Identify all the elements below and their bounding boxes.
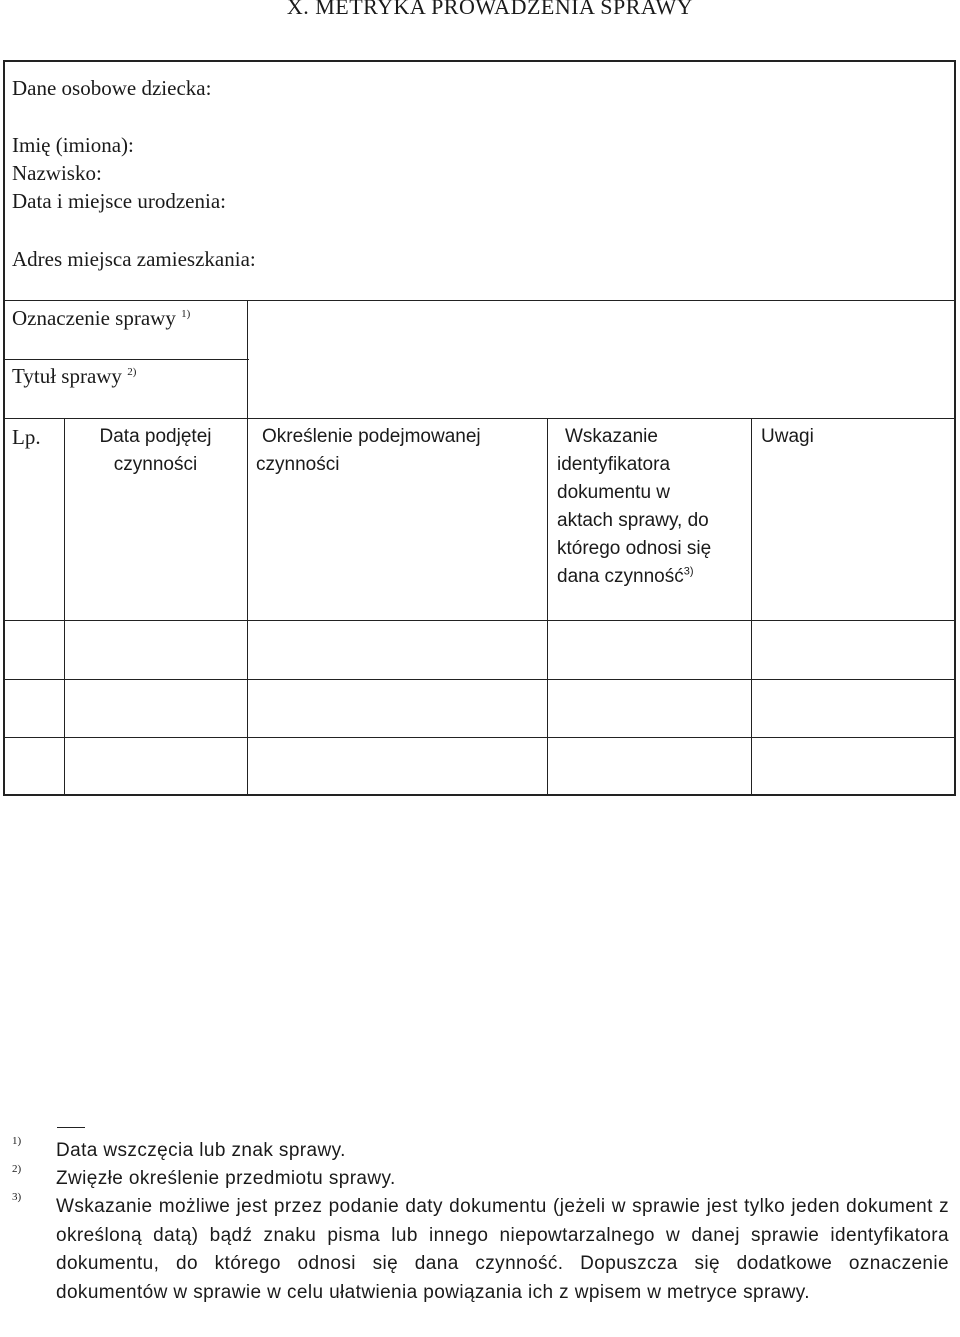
- divider-designation: [3, 300, 956, 301]
- footnote-2: Zwięzłe określenie przedmiotu sprawy.: [56, 1168, 396, 1189]
- personal-heading: Dane osobowe dziecka:: [12, 76, 212, 100]
- table-row[interactable]: [5, 739, 954, 794]
- last-name-label: Nazwisko:: [12, 161, 102, 185]
- divider-row-2: [3, 737, 956, 738]
- birth-label: Data i miejsce urodzenia:: [12, 189, 226, 213]
- col-header-lp: Lp.: [12, 425, 41, 449]
- col-header-notes: Uwagi: [761, 426, 814, 447]
- footnote-ref-2: 2): [127, 366, 137, 378]
- footnote-separator: [57, 1127, 85, 1128]
- divider-case-values: [247, 300, 248, 418]
- table-row[interactable]: [5, 622, 954, 678]
- col-header-identifier: Wskazanie identyfikatora dokumentu w aktach sprawy, do którego odnosi się dana czynność$^{3)}$: [557, 426, 712, 587]
- col-header-date: Data podjętej czynności: [99, 426, 212, 475]
- case-designation-label: Oznaczenie sprawy $^{1)}$: [12, 306, 191, 330]
- divider-table-top: [3, 418, 956, 419]
- footnote-3: Wskazanie możliwe jest przez podanie daty dokumentu (jeżeli w sprawie jest tylko jeden dokument z określoną datą) bądź znaku pisma lub innego niepowtarzalnego w danej sprawie identyfikatora dokumentu, do którego odnosi się dana czynność. Dopuszcza się dodatkowe oznaczenie dokumentów w sprawie w celu ułatwienia powiązania ich z wpisem w metryce sprawy.: [56, 1196, 949, 1303]
- footnote-mark-1: 1): [12, 1135, 22, 1147]
- footnote-ref-1: 1): [181, 308, 191, 320]
- footnote-mark-3: 3): [12, 1191, 22, 1203]
- first-name-label: Imię (imiona):: [12, 133, 134, 157]
- col-header-action: Określenie podejmowanej czynności: [256, 426, 481, 475]
- footnote-ref-3: 3): [683, 565, 694, 578]
- footnote-1: Data wszczęcia lub znak sprawy.: [56, 1140, 346, 1161]
- footnote-mark-2: 2): [12, 1163, 22, 1175]
- table-row[interactable]: [5, 681, 954, 736]
- case-title-label: Tytuł sprawy $^{2)}$: [12, 364, 137, 388]
- divider-designation-bottom: [3, 359, 249, 360]
- page-title: X. METRYKA PROWADZENIA SPRAWY: [286, 0, 694, 19]
- divider-header-bottom: [3, 620, 956, 621]
- address-label: Adres miejsca zamieszkania:: [12, 247, 256, 271]
- divider-row-1: [3, 679, 956, 680]
